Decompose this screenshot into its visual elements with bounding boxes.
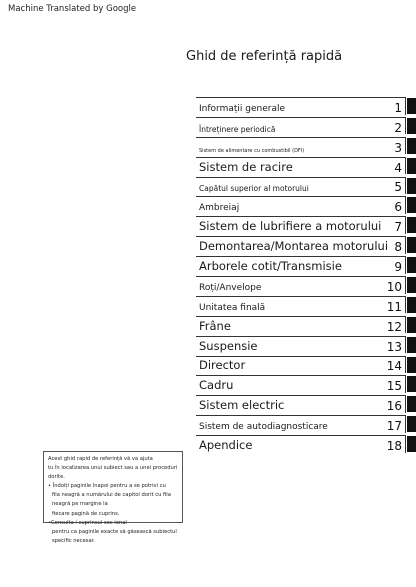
toc-entry[interactable]	[196, 255, 416, 275]
table-of-contents	[196, 96, 416, 454]
toc-entry-number: 13	[386, 339, 402, 354]
toc-entry[interactable]	[196, 156, 416, 176]
chapter-thumb-tab	[407, 118, 416, 134]
toc-entry-number: 14	[386, 359, 402, 374]
toc-entry-number: 6	[394, 200, 402, 215]
chapter-thumb-tab	[407, 337, 416, 353]
chapter-thumb-tab	[407, 297, 416, 313]
toc-entry[interactable]	[196, 96, 416, 116]
toc-entry[interactable]	[196, 394, 416, 414]
toc-entry-number: 2	[394, 120, 402, 135]
instruction-line: fiecare pagină de cuprins.	[52, 510, 120, 517]
instruction-line: • Îndoiți paginile înapoi pentru a se potrivi cu	[48, 483, 166, 490]
toc-entry-label: Unitatea finală	[199, 302, 266, 313]
toc-entry-number: 8	[394, 240, 402, 255]
chapter-thumb-tab	[407, 357, 416, 373]
instruction-line: •Consulta i cuprinsul sec ional	[48, 519, 127, 526]
toc-entry[interactable]	[196, 374, 416, 394]
toc-entry-number: 15	[386, 379, 402, 394]
toc-entry-number: 5	[394, 180, 402, 195]
toc-entry-label: Informații generale	[199, 103, 285, 114]
toc-entry-label: Frâne	[199, 318, 231, 333]
instruction-line: tu în localizarea unui subiect sau a unei proceduri	[48, 465, 178, 472]
toc-entry-label: Sistem de racire	[199, 159, 293, 174]
usage-instructions-box	[43, 451, 183, 544]
chapter-thumb-tab	[407, 98, 416, 114]
toc-entry-label: Sistem de autodiagnosticare	[199, 422, 328, 433]
chapter-thumb-tab	[407, 158, 416, 174]
toc-entry[interactable]	[196, 275, 416, 295]
chapter-thumb-tab	[407, 416, 416, 432]
chapter-thumb-tab	[407, 396, 416, 412]
toc-entry-number: 12	[386, 319, 402, 334]
instruction-line: dorite.	[48, 474, 65, 481]
toc-entry-number: 11	[386, 299, 402, 314]
toc-entry-label: Întreținere periodică	[199, 124, 276, 134]
toc-entry-label: Roți/Anvelope	[199, 282, 262, 293]
chapter-thumb-tab	[407, 277, 416, 293]
chapter-thumb-tab	[407, 217, 416, 233]
toc-entry-label: Sistem electric	[199, 398, 285, 413]
toc-entry[interactable]	[196, 176, 416, 196]
toc-entry[interactable]	[196, 434, 416, 454]
toc-entry-number: 10	[386, 279, 402, 294]
toc-entry-number: 3	[394, 140, 402, 155]
toc-entry-number: 16	[386, 399, 402, 414]
chapter-thumb-tab	[407, 376, 416, 392]
instruction-line: pentru ca paginile exacte să găsească subiectul	[52, 528, 177, 535]
toc-entry[interactable]	[196, 235, 416, 255]
toc-entry-label: Sistem de lubrifiere a motorului	[199, 219, 382, 234]
chapter-thumb-tab	[407, 138, 416, 154]
toc-entry[interactable]	[196, 215, 416, 235]
toc-entry-label: Apendice	[199, 438, 253, 453]
instruction-line: specific necesar.	[52, 537, 95, 544]
toc-entry-label: Suspensie	[199, 338, 258, 353]
toc-entry-label: Director	[199, 358, 246, 373]
chapter-thumb-tab	[407, 436, 416, 452]
instruction-line: fila neagră a numărului de capitol dorit cu fila	[52, 492, 171, 499]
page-title: Ghid de referință rapidă	[186, 49, 343, 64]
toc-entry[interactable]	[196, 414, 416, 434]
instruction-line: Acest ghid rapid de referință vă va ajuta	[48, 456, 153, 462]
toc-entry-label: Sistem de alimentare cu combustibil (DFI)	[199, 147, 305, 154]
chapter-thumb-tab	[407, 257, 416, 273]
toc-entry-label: Arborele cotit/Transmisie	[199, 259, 342, 274]
toc-entry[interactable]	[196, 315, 416, 335]
chapter-thumb-tab	[407, 237, 416, 253]
toc-entry-label: Cadru	[199, 378, 234, 393]
toc-entry-label: Ambreiaj	[199, 203, 240, 214]
toc-entry[interactable]	[196, 195, 416, 215]
toc-entry-number: 4	[394, 160, 402, 175]
machine-translated-watermark: Machine Translated by Google	[8, 4, 137, 14]
chapter-thumb-tab	[407, 178, 416, 194]
toc-entry[interactable]	[196, 295, 416, 315]
toc-entry-number: 18	[386, 439, 402, 454]
toc-entry-label: Capătul superior al motorului	[199, 184, 309, 194]
toc-entry-number: 7	[394, 220, 402, 235]
toc-entry[interactable]	[196, 335, 416, 355]
toc-entry-number: 1	[394, 100, 402, 115]
toc-entry-label: Demontarea/Montarea motorului	[199, 239, 389, 254]
toc-entry-number: 9	[394, 260, 402, 275]
toc-entry[interactable]	[196, 136, 416, 156]
toc-entry[interactable]	[196, 355, 416, 375]
toc-entry[interactable]	[196, 116, 416, 136]
instruction-line: neagră pe margine la	[52, 501, 108, 508]
chapter-thumb-tab	[407, 197, 416, 213]
chapter-thumb-tab	[407, 317, 416, 333]
toc-entry-number: 17	[386, 419, 402, 434]
